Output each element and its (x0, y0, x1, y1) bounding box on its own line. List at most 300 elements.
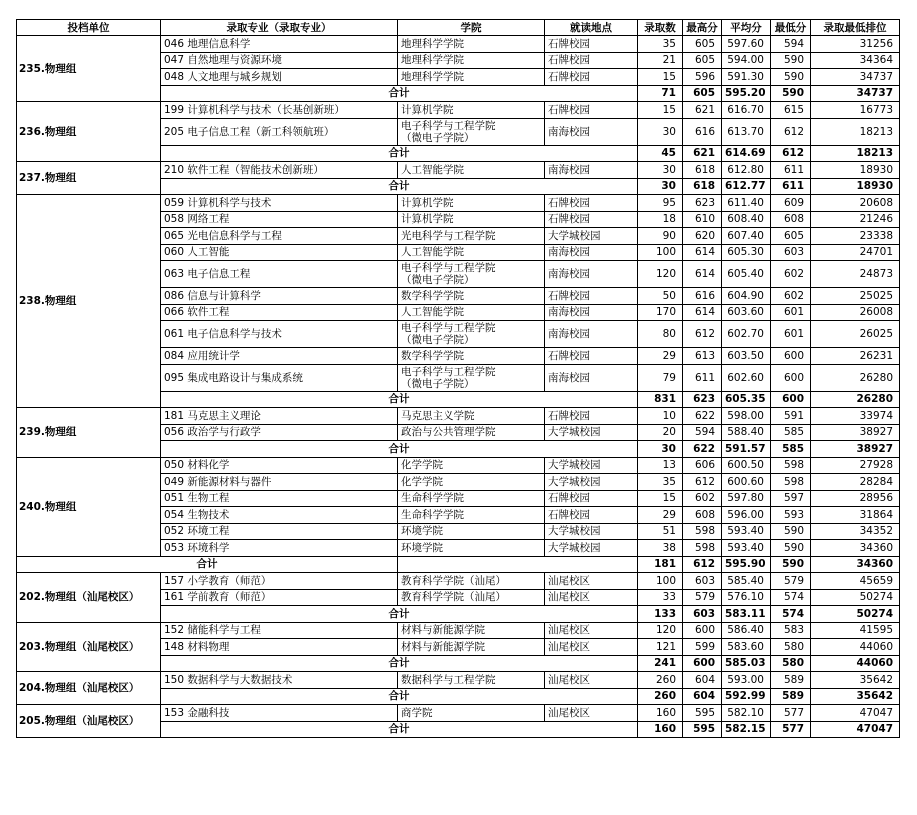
table-row (17, 457, 900, 474)
min-rank-cell: 26280 (811, 364, 900, 391)
total-rank: 26280 (811, 391, 900, 408)
total-rank: 34360 (811, 556, 900, 573)
min-score-cell: 608 (771, 211, 811, 228)
cell-line: （微电子学院） (401, 377, 475, 390)
table-row (17, 622, 900, 639)
avg-score-cell: 604.90 (722, 288, 771, 305)
avg-score-cell: 583.60 (722, 639, 771, 656)
total-count: 260 (638, 688, 683, 705)
count-cell: 80 (638, 321, 683, 348)
college-cell (398, 348, 545, 365)
group-name: 205.物理组（汕尾校区） (17, 705, 161, 738)
table-row (17, 672, 900, 689)
min-score-cell: 593 (771, 507, 811, 524)
count-cell: 51 (638, 523, 683, 540)
total-avg: 605.35 (722, 391, 771, 408)
total-max: 623 (683, 391, 722, 408)
major-cell: 205 电子信息工程（新工科领航班） (161, 118, 398, 145)
min-score-cell: 600 (771, 364, 811, 391)
max-score-cell: 623 (683, 195, 722, 212)
major-cell: 153 金融科技 (161, 705, 398, 722)
min-rank-cell: 28956 (811, 490, 900, 507)
avg-score-cell: 608.40 (722, 211, 771, 228)
min-score-cell: 594 (771, 36, 811, 53)
max-score-cell: 622 (683, 408, 722, 425)
max-score-cell: 618 (683, 162, 722, 179)
total-avg: 585.03 (722, 655, 771, 672)
avg-score-cell: 607.40 (722, 228, 771, 245)
major-cell: 157 小学教育（师范） (161, 573, 398, 590)
total-max: 618 (683, 178, 722, 195)
avg-score-cell: 582.10 (722, 705, 771, 722)
total-rank: 38927 (811, 441, 900, 458)
total-count: 30 (638, 441, 683, 458)
min-rank-cell: 16773 (811, 102, 900, 119)
count-cell: 13 (638, 457, 683, 474)
max-score-cell: 603 (683, 573, 722, 590)
header-cell: 投档单位 (17, 20, 161, 36)
count-cell: 15 (638, 490, 683, 507)
total-max: 605 (683, 85, 722, 102)
total-min: 589 (771, 688, 811, 705)
header-cell: 就读地点 (545, 20, 638, 36)
min-score-cell: 612 (771, 118, 811, 145)
total-count: 71 (638, 85, 683, 102)
cell-line: （微电子学院） (401, 334, 475, 346)
location-cell: 汕尾校区 (545, 672, 638, 689)
count-cell: 30 (638, 162, 683, 179)
count-cell: 170 (638, 304, 683, 321)
total-min: 590 (771, 85, 811, 102)
major-cell: 181 马克思主义理论 (161, 408, 398, 425)
cell-line: 生命科学学院 (401, 508, 464, 521)
college-cell (398, 408, 545, 425)
major-cell: 161 学前教育（师范） (161, 589, 398, 606)
min-score-cell: 609 (771, 195, 811, 212)
min-rank-cell: 50274 (811, 589, 900, 606)
min-score-cell: 585 (771, 424, 811, 441)
avg-score-cell: 602.60 (722, 364, 771, 391)
college-cell (398, 573, 545, 590)
major-cell: 084 应用统计学 (161, 348, 398, 365)
count-cell: 15 (638, 69, 683, 86)
table-row (17, 195, 900, 212)
major-cell: 058 网络工程 (161, 211, 398, 228)
cell-line: 材料与新能源学院 (401, 624, 485, 637)
college-cell (398, 364, 545, 391)
major-cell: 052 环境工程 (161, 523, 398, 540)
group-name: 238.物理组 (17, 195, 161, 408)
cell-line: 数学科学学院 (401, 289, 464, 302)
count-cell: 160 (638, 705, 683, 722)
max-score-cell: 605 (683, 52, 722, 69)
min-score-cell: 577 (771, 705, 811, 722)
total-rank: 50274 (811, 606, 900, 623)
avg-score-cell: 616.70 (722, 102, 771, 119)
major-cell: 148 材料物理 (161, 639, 398, 656)
total-label: 合计 (161, 391, 638, 408)
location-cell: 石牌校园 (545, 211, 638, 228)
location-cell: 南海校园 (545, 321, 638, 348)
header-cell: 学院 (398, 20, 545, 36)
min-rank-cell: 35642 (811, 672, 900, 689)
total-max: 595 (683, 721, 722, 738)
min-score-cell: 611 (771, 162, 811, 179)
college-cell (398, 102, 545, 119)
total-label: 合计 (161, 655, 638, 672)
cell-line: 环境学院 (401, 541, 443, 554)
avg-score-cell: 603.50 (722, 348, 771, 365)
header-row (17, 20, 900, 36)
header-cell: 平均分 (722, 20, 771, 36)
cell-line: 地理科学学院 (401, 37, 464, 50)
min-score-cell: 590 (771, 69, 811, 86)
total-min: 612 (771, 145, 811, 162)
min-rank-cell: 31864 (811, 507, 900, 524)
count-cell: 100 (638, 573, 683, 590)
group-name: 236.物理组 (17, 102, 161, 162)
max-score-cell: 621 (683, 102, 722, 119)
min-rank-cell: 25025 (811, 288, 900, 305)
min-rank-cell: 21246 (811, 211, 900, 228)
group-name: 204.物理组（汕尾校区） (17, 672, 161, 705)
avg-score-cell: 611.40 (722, 195, 771, 212)
header-cell: 最高分 (683, 20, 722, 36)
count-cell: 33 (638, 589, 683, 606)
count-cell: 79 (638, 364, 683, 391)
min-rank-cell: 27928 (811, 457, 900, 474)
total-max: 612 (683, 556, 722, 573)
location-cell: 大学城校园 (545, 228, 638, 245)
cell-line: 生命科学学院 (401, 492, 464, 505)
min-score-cell: 579 (771, 573, 811, 590)
major-cell: 210 软件工程（智能技术创新班） (161, 162, 398, 179)
min-rank-cell: 47047 (811, 705, 900, 722)
min-score-cell: 598 (771, 474, 811, 491)
total-avg: 614.69 (722, 145, 771, 162)
min-rank-cell: 24873 (811, 261, 900, 288)
max-score-cell: 612 (683, 321, 722, 348)
major-cell: 061 电子信息科学与技术 (161, 321, 398, 348)
total-max: 604 (683, 688, 722, 705)
count-cell: 35 (638, 36, 683, 53)
table-row (17, 162, 900, 179)
location-cell: 石牌校园 (545, 490, 638, 507)
location-cell: 南海校园 (545, 244, 638, 261)
avg-score-cell: 591.30 (722, 69, 771, 86)
min-score-cell: 601 (771, 304, 811, 321)
major-cell: 051 生物工程 (161, 490, 398, 507)
avg-score-cell: 585.40 (722, 573, 771, 590)
location-cell: 汕尾校区 (545, 573, 638, 590)
major-cell: 095 集成电路设计与集成系统 (161, 364, 398, 391)
college-cell (398, 321, 545, 348)
header-cell: 录取最低排位 (811, 20, 900, 36)
count-cell: 18 (638, 211, 683, 228)
college-cell (398, 228, 545, 245)
total-min: 577 (771, 721, 811, 738)
total-max: 622 (683, 441, 722, 458)
max-score-cell: 611 (683, 364, 722, 391)
min-rank-cell: 41595 (811, 622, 900, 639)
avg-score-cell: 603.60 (722, 304, 771, 321)
min-score-cell: 598 (771, 457, 811, 474)
college-cell (398, 118, 545, 145)
major-cell: 048 人文地理与城乡规划 (161, 69, 398, 86)
max-score-cell: 600 (683, 622, 722, 639)
cell-line: 教育科学学院（汕尾） (401, 591, 506, 604)
admission-table (16, 19, 900, 738)
max-score-cell: 610 (683, 211, 722, 228)
min-score-cell: 591 (771, 408, 811, 425)
count-cell: 30 (638, 118, 683, 145)
location-cell: 大学城校园 (545, 523, 638, 540)
cell-line: 数学科学学院 (401, 349, 464, 362)
avg-score-cell: 576.10 (722, 589, 771, 606)
total-label: 合计 (161, 145, 638, 162)
total-rank: 34737 (811, 85, 900, 102)
max-score-cell: 614 (683, 244, 722, 261)
cell-line: 人工智能学院 (401, 306, 464, 319)
location-cell: 石牌校园 (545, 195, 638, 212)
group-name: 239.物理组 (17, 408, 161, 458)
table-row (17, 36, 900, 53)
college-cell (398, 424, 545, 441)
avg-score-cell: 593.00 (722, 672, 771, 689)
avg-score-cell: 586.40 (722, 622, 771, 639)
total-avg: 591.57 (722, 441, 771, 458)
min-rank-cell: 31256 (811, 36, 900, 53)
min-score-cell: 615 (771, 102, 811, 119)
major-cell: 059 计算机科学与技术 (161, 195, 398, 212)
min-score-cell: 574 (771, 589, 811, 606)
total-count: 831 (638, 391, 683, 408)
min-score-cell: 600 (771, 348, 811, 365)
college-cell (398, 69, 545, 86)
count-cell: 120 (638, 622, 683, 639)
total-label: 合计 (161, 606, 638, 623)
location-cell: 石牌校园 (545, 348, 638, 365)
total-avg: 582.15 (722, 721, 771, 738)
college-cell (398, 589, 545, 606)
major-cell: 047 自然地理与资源环境 (161, 52, 398, 69)
cell-line: 马克思主义学院 (401, 409, 475, 422)
cell-line: 化学学院 (401, 459, 443, 472)
cell-line: 人工智能学院 (401, 246, 464, 259)
min-score-cell: 590 (771, 540, 811, 557)
avg-score-cell: 613.70 (722, 118, 771, 145)
max-score-cell: 620 (683, 228, 722, 245)
max-score-cell: 614 (683, 261, 722, 288)
total-blank (398, 556, 638, 573)
major-cell: 054 生物技术 (161, 507, 398, 524)
max-score-cell: 595 (683, 705, 722, 722)
total-avg: 612.77 (722, 178, 771, 195)
total-rank: 18213 (811, 145, 900, 162)
major-cell: 066 软件工程 (161, 304, 398, 321)
avg-score-cell: 598.00 (722, 408, 771, 425)
total-label: 合计 (161, 178, 638, 195)
cell-line: 电子科学与工程学院 (401, 322, 496, 334)
total-label: 合计 (161, 441, 638, 458)
cell-line: 地理科学学院 (401, 54, 464, 67)
college-cell (398, 195, 545, 212)
max-score-cell: 605 (683, 36, 722, 53)
group-name: 203.物理组（汕尾校区） (17, 622, 161, 672)
max-score-cell: 579 (683, 589, 722, 606)
college-cell (398, 490, 545, 507)
min-rank-cell: 34352 (811, 523, 900, 540)
total-label: 合计 (161, 688, 638, 705)
min-score-cell: 589 (771, 672, 811, 689)
major-cell: 086 信息与计算科学 (161, 288, 398, 305)
count-cell: 38 (638, 540, 683, 557)
max-score-cell: 598 (683, 523, 722, 540)
min-score-cell: 590 (771, 523, 811, 540)
college-cell (398, 507, 545, 524)
location-cell: 石牌校园 (545, 69, 638, 86)
total-avg: 583.11 (722, 606, 771, 623)
total-label: 合计 (161, 721, 638, 738)
min-rank-cell: 23338 (811, 228, 900, 245)
group-name: 240.物理组 (17, 457, 161, 556)
table-row (17, 573, 900, 590)
major-cell: 152 储能科学与工程 (161, 622, 398, 639)
avg-score-cell: 602.70 (722, 321, 771, 348)
major-cell: 060 人工智能 (161, 244, 398, 261)
min-rank-cell: 33974 (811, 408, 900, 425)
college-cell (398, 457, 545, 474)
max-score-cell: 604 (683, 672, 722, 689)
college-cell (398, 52, 545, 69)
total-rank: 35642 (811, 688, 900, 705)
total-avg: 595.20 (722, 85, 771, 102)
total-count: 133 (638, 606, 683, 623)
count-cell: 95 (638, 195, 683, 212)
cell-line: 政治与公共管理学院 (401, 426, 496, 439)
total-min: 580 (771, 655, 811, 672)
location-cell: 石牌校园 (545, 102, 638, 119)
min-rank-cell: 38927 (811, 424, 900, 441)
total-min: 585 (771, 441, 811, 458)
avg-score-cell: 593.40 (722, 523, 771, 540)
cell-line: 电子科学与工程学院 (401, 262, 496, 274)
cell-line: 环境学院 (401, 525, 443, 538)
cell-line: 计算机学院 (401, 196, 454, 209)
college-cell (398, 36, 545, 53)
location-cell: 南海校园 (545, 304, 638, 321)
college-cell (398, 244, 545, 261)
location-cell: 石牌校园 (545, 288, 638, 305)
location-cell: 汕尾校区 (545, 589, 638, 606)
count-cell: 29 (638, 507, 683, 524)
location-cell: 汕尾校区 (545, 705, 638, 722)
location-cell: 石牌校园 (545, 408, 638, 425)
min-rank-cell: 34364 (811, 52, 900, 69)
count-cell: 20 (638, 424, 683, 441)
college-cell (398, 705, 545, 722)
total-count: 160 (638, 721, 683, 738)
min-score-cell: 597 (771, 490, 811, 507)
max-score-cell: 612 (683, 474, 722, 491)
total-max: 603 (683, 606, 722, 623)
min-rank-cell: 26008 (811, 304, 900, 321)
max-score-cell: 606 (683, 457, 722, 474)
count-cell: 121 (638, 639, 683, 656)
cell-line: 人工智能学院 (401, 163, 464, 176)
cell-line: 计算机学院 (401, 103, 454, 116)
total-max: 600 (683, 655, 722, 672)
header-cell: 录取专业（录取专业） (161, 20, 398, 36)
group-name: 235.物理组 (17, 36, 161, 102)
cell-line: 化学学院 (401, 475, 443, 488)
total-count: 45 (638, 145, 683, 162)
cell-line: 光电科学与工程学院 (401, 229, 496, 242)
avg-score-cell: 600.60 (722, 474, 771, 491)
college-cell (398, 261, 545, 288)
min-rank-cell: 26231 (811, 348, 900, 365)
cell-line: 地理科学学院 (401, 70, 464, 83)
location-cell: 大学城校园 (545, 457, 638, 474)
min-rank-cell: 28284 (811, 474, 900, 491)
major-cell: 056 政治学与行政学 (161, 424, 398, 441)
location-cell: 南海校园 (545, 364, 638, 391)
min-rank-cell: 34360 (811, 540, 900, 557)
min-rank-cell: 18213 (811, 118, 900, 145)
major-cell: 065 光电信息科学与工程 (161, 228, 398, 245)
group-name: 202.物理组（汕尾校区） (17, 573, 161, 623)
location-cell: 大学城校园 (545, 424, 638, 441)
total-label: 合计 (17, 556, 398, 573)
max-score-cell: 596 (683, 69, 722, 86)
max-score-cell: 599 (683, 639, 722, 656)
table-row (17, 408, 900, 425)
college-cell (398, 304, 545, 321)
location-cell: 汕尾校区 (545, 622, 638, 639)
header-cell: 录取数 (638, 20, 683, 36)
table-row (17, 102, 900, 119)
cell-line: 教育科学学院（汕尾） (401, 574, 506, 587)
min-rank-cell: 24701 (811, 244, 900, 261)
min-score-cell: 580 (771, 639, 811, 656)
cell-line: 数据科学与工程学院 (401, 673, 496, 686)
max-score-cell: 616 (683, 288, 722, 305)
table-row (17, 705, 900, 722)
count-cell: 50 (638, 288, 683, 305)
total-min: 611 (771, 178, 811, 195)
location-cell: 大学城校园 (545, 540, 638, 557)
college-cell (398, 288, 545, 305)
avg-score-cell: 612.80 (722, 162, 771, 179)
avg-score-cell: 593.40 (722, 540, 771, 557)
count-cell: 90 (638, 228, 683, 245)
college-cell (398, 672, 545, 689)
major-cell: 053 环境科学 (161, 540, 398, 557)
location-cell: 石牌校园 (545, 52, 638, 69)
min-score-cell: 590 (771, 52, 811, 69)
college-cell (398, 622, 545, 639)
min-rank-cell: 34737 (811, 69, 900, 86)
college-cell (398, 162, 545, 179)
cell-line: 材料与新能源学院 (401, 640, 485, 653)
major-cell: 049 新能源材料与器件 (161, 474, 398, 491)
avg-score-cell: 597.60 (722, 36, 771, 53)
count-cell: 260 (638, 672, 683, 689)
college-cell (398, 474, 545, 491)
count-cell: 10 (638, 408, 683, 425)
avg-score-cell: 605.30 (722, 244, 771, 261)
cell-line: 电子科学与工程学院 (401, 119, 496, 132)
